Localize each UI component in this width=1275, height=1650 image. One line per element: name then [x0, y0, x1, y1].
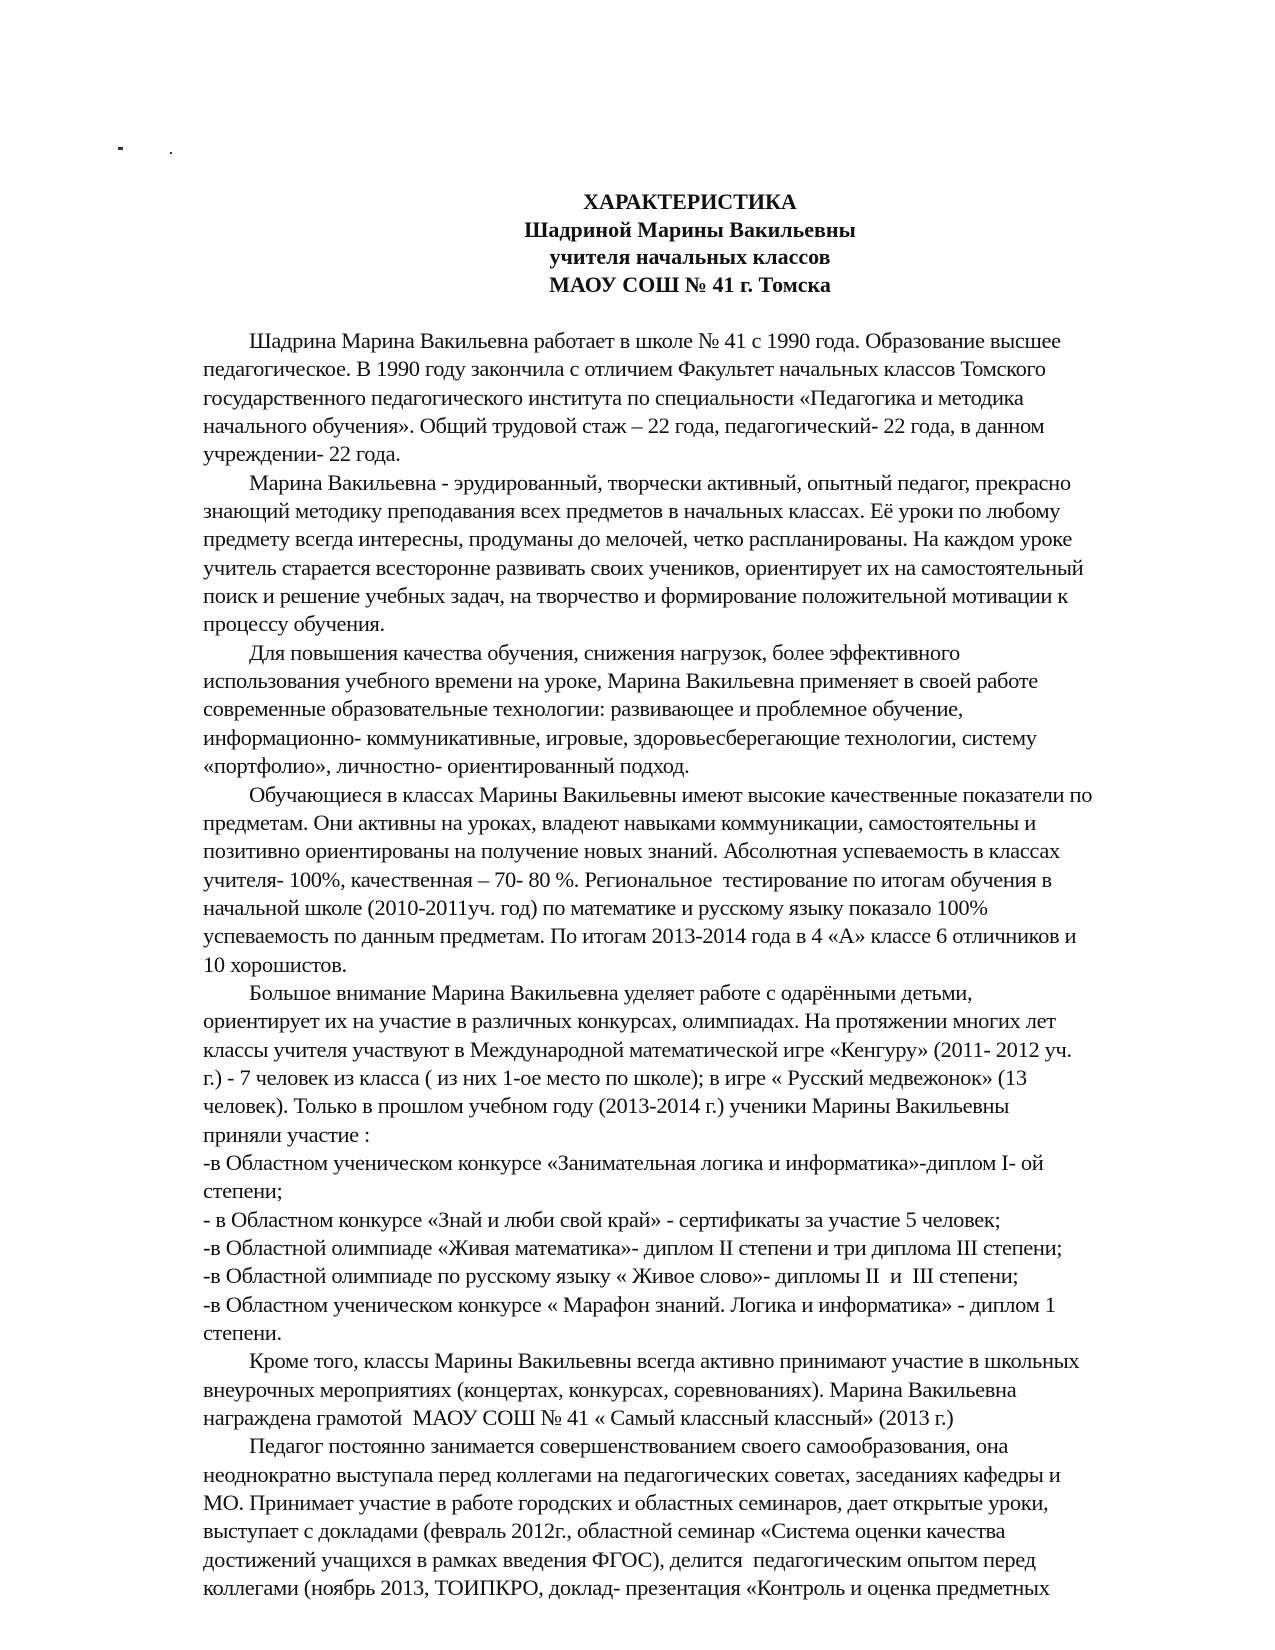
text-line: позитивно ориентированы на получение новых знаний. Абсолютная успеваемость в классах [203, 838, 1060, 864]
text-line: достижений учащихся в рамках введения ФГОС), делится педагогическим опытом перед [203, 1546, 1036, 1572]
scan-speck [118, 147, 123, 150]
text-line: использования учебного времени на уроке, Марина Вакильевна применяет в своей работе [203, 668, 1038, 694]
text-line: процессу обучения. [203, 611, 385, 637]
text-line: Для повышения качества обучения, снижения нагрузок, более эффективного [249, 639, 960, 665]
text-line: успеваемость по данным предметам. По итогам 2013-2014 года в 4 «А» классе 6 отличников и [203, 923, 1077, 949]
text-line: -в Областной олимпиаде «Живая математика»- диплом II степени и три диплома III степени; [203, 1235, 1063, 1260]
text-line: Шадрина Марина Вакильевна работает в школе № 41 с 1990 года. Образование высшее [249, 328, 1061, 353]
text-line: Педагог постоянно занимается совершенствованием своего самообразования, она [249, 1433, 1009, 1459]
title-line: Шадриной Марины Вакильевны [524, 216, 856, 242]
document-title [0, 188, 1275, 298]
text-line: степени. [203, 1320, 282, 1346]
text-line: поиск и решение учебных задач, на творчество и формирование положительной мотивации к [203, 583, 1068, 609]
scan-speck [170, 152, 172, 154]
text-line: 10 хорошистов. [203, 951, 347, 977]
text-line: г.) - 7 человек из класса ( из них 1-ое место по школе); в игре « Русский медвежонок» (13 [203, 1064, 1027, 1090]
text-line: начального обучения». Общий трудовой стаж – 22 года, педагогический- 22 года, в данном [203, 413, 1045, 439]
text-line: МО. Принимает участие в работе городских и областных семинаров, дает открытые уроки, [203, 1490, 1049, 1516]
text-line: Большое внимание Марина Вакильевна уделяет работе с одарёнными детьми, [249, 979, 973, 1005]
text-line: степени; [203, 1178, 283, 1204]
text-line: ориентирует их на участие в различных конкурсах, олимпиадах. На протяжении многих лет [203, 1008, 1056, 1034]
document-body [203, 327, 1213, 1602]
text-line: знающий методику преподавания всех предметов в начальных классах. Её уроки по любому [203, 498, 1061, 524]
text-line: -в Областном ученическом конкурсе « Марафон знаний. Логика и информатика» - диплом 1 [203, 1291, 1056, 1317]
text-line: -в Областном ученическом конкурсе «Занимательная логика и информатика»-диплом I- ой [203, 1149, 1044, 1175]
text-line: -в Областной олимпиаде по русскому языку « Живое слово»- дипломы II и III степени; [203, 1263, 1019, 1289]
title-line: ХАРАКТЕРИСТИКА [583, 189, 797, 214]
title-line: МАОУ СОШ № 41 г. Томска [549, 271, 831, 297]
text-line: информационно- коммуникативные, игровые, здоровьесберегающие технологии, систему [203, 724, 1037, 750]
text-line: учреждении- 22 года. [203, 441, 401, 467]
text-line: современные образовательные технологии: развивающее и проблемное обучение, [203, 696, 964, 722]
text-line: выступает с докладами (февраль 2012г., областной семинар «Система оценки качества [203, 1518, 1006, 1544]
text-line: Обучающиеся в классах Марины Вакильевны имеют высокие качественные показатели по [249, 781, 1093, 807]
text-line: начальной школе (2010-2011уч. год) по математике и русскому языку показало 100% [203, 894, 988, 920]
text-line: учитель старается всесторонне развивать своих учеников, ориентирует их на самостоятельный [203, 554, 1084, 580]
text-line: государственного педагогического института по специальности «Педагогика и методика [203, 384, 1024, 410]
text-line: классы учителя участвуют в Международной математической игре «Кенгуру» (2011- 2012 уч. [203, 1036, 1072, 1062]
text-line: учителя- 100%, качественная – 70- 80 %. Региональное тестирование по итогам обучения в [203, 866, 1052, 892]
text-line: - в Областном конкурсе «Знай и люби свой край» - сертификаты за участие 5 человек; [203, 1206, 1001, 1232]
text-line: педагогическое. В 1990 году закончила с отличием Факультет начальных классов Томского [203, 356, 1046, 382]
text-line: внеурочных мероприятиях (концертах, конкурсах, соревнованиях). Марина Вакильевна [203, 1376, 1017, 1402]
title-line: учителя начальных классов [549, 244, 831, 270]
text-line: «портфолио», личностно- ориентированный подход. [203, 753, 690, 779]
text-line: неоднократно выступала перед коллегами на педагогических советах, заседаниях кафедры и [203, 1461, 1061, 1487]
text-line: предметам. Они активны на уроках, владеют навыками коммуникации, самостоятельны и [203, 809, 1036, 835]
text-line: Марина Вакильевна - эрудированный, творчески активный, опытный педагог, прекрасно [249, 469, 1071, 495]
text-line: Кроме того, классы Марины Вакильевны всегда активно принимают участие в школьных [249, 1348, 1080, 1374]
text-line: коллегами (ноябрь 2013, ТОИПКРО, доклад- презентация «Контроль и оценка предметных [203, 1575, 1050, 1601]
text-line: награждена грамотой МАОУ СОШ № 41 « Самый классный классный» (2013 г.) [203, 1405, 954, 1431]
text-line: человек). Только в прошлом учебном году (2013-2014 г.) ученики Марины Вакильевны [203, 1093, 1010, 1119]
text-line: предмету всегда интересны, продуманы до мелочей, четко распланированы. На каждом уроке [203, 526, 1072, 552]
text-line: приняли участие : [203, 1121, 370, 1147]
